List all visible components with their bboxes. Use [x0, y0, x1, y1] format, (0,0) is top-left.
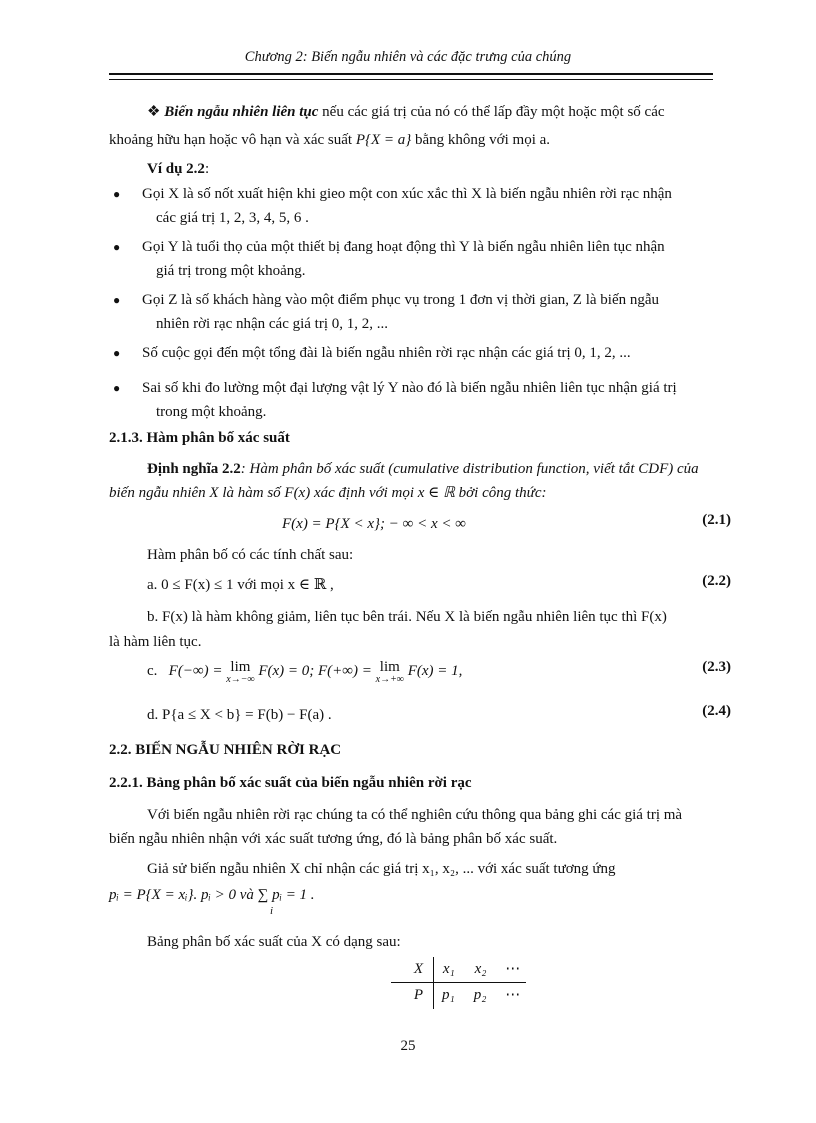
property-a: a. 0 ≤ F(x) ≤ 1 với mọi x ∈ ℝ , — [147, 577, 334, 593]
table-cell: ⋯ — [505, 987, 521, 1003]
definition-label: Định nghĩa 2.2 — [147, 461, 241, 477]
table-cell: p₂ — [473, 987, 487, 1003]
property-c-label: c. — [147, 663, 158, 679]
table-vertical-rule — [433, 957, 434, 1009]
limit-2 — [376, 659, 404, 685]
example-item-5 — [142, 376, 732, 424]
example-item-3-line1: Gọi Z là số khách hàng vào một điểm phục vụ trong 1 đơn vị thời gian, Z là biến ngẫu — [142, 292, 660, 308]
example-item-4-line1: Số cuộc gọi đến một tổng đài là biến ngẫu nhiên rời rạc nhận các giá trị 0, 1, 2, ... — [142, 345, 631, 361]
properties-intro: Hàm phân bố có các tính chất sau: — [147, 547, 354, 563]
bullet-icon: ● — [113, 293, 121, 307]
section-heading-2-2-1: 2.2.1. Bảng phân bố xác suất của biến ngẫu nhiên rời rạc — [109, 775, 472, 791]
equation-number-2-2: (2.2) — [702, 573, 731, 589]
table-row-p — [391, 985, 520, 1004]
header-rule-thick — [109, 73, 713, 75]
intro-text-2: khoảng hữu hạn hoặc vô hạn và xác suất — [109, 132, 356, 148]
example-item-5-line1: Sai số khi đo lường một đại lượng vật lý Y nào đó là biến ngẫu nhiên liên tục nhận giá trị — [142, 380, 677, 396]
para2-line2: pᵢ = P{X = xᵢ}. pᵢ > 0 và ∑ pᵢ = 1 . — [109, 887, 315, 903]
table-cell: p₁ — [442, 987, 455, 1003]
lim-text-1: lim — [230, 659, 251, 675]
page-number: 25 — [400, 1038, 416, 1054]
bullet-icon: ● — [113, 381, 121, 395]
property-b-line2: là hàm liên tục. — [109, 634, 202, 650]
intro-text-1: nếu các giá trị của nó có thể lấp đầy một hoặc một số các — [318, 104, 665, 120]
intro-math: P{X = a} — [355, 132, 412, 148]
example-item-2 — [142, 235, 732, 283]
definition-line1 — [109, 457, 731, 481]
property-c-end: F(x) = 1, — [407, 663, 463, 679]
equation-number-2-4: (2.4) — [702, 703, 731, 719]
table-cell: x₁ — [442, 961, 455, 977]
property-b-line1: b. F(x) là hàm không giảm, liên tục bên trái. Nếu X là biến ngẫu nhiên liên tục thì F(x) — [147, 609, 667, 625]
intro-text-3: bằng không với mọi a. — [411, 132, 551, 148]
example-title-text: Ví dụ 2.2 — [147, 161, 205, 177]
para2-line1: Giả sử biến ngẫu nhiên X chỉ nhận các giá trị x₁, x₂, ... với xác suất tương ứng — [147, 861, 616, 877]
table-cell: X — [413, 961, 423, 977]
example-item-5-line2: trong một khoảng. — [156, 404, 267, 420]
equation-number-2-1: (2.1) — [702, 512, 731, 528]
lim-sub-1: x→−∞ — [226, 674, 255, 685]
table-cell: x₂ — [474, 961, 487, 977]
para1-line2: biến ngẫu nhiên nhận với xác suất tương ứng, đó là bảng phân bố xác suất. — [109, 831, 558, 847]
example-title — [147, 157, 447, 181]
example-colon: : — [204, 161, 210, 177]
definition-line2: biến ngẫu nhiên X là hàm số F(x) xác định với mọi x ∈ ℝ bởi công thức: — [109, 485, 547, 501]
limit-1 — [226, 659, 254, 685]
equation-2-1: F(x) = P{X < x}; − ∞ < x < ∞ — [282, 516, 466, 532]
property-c — [147, 659, 647, 685]
lim-sub-2: x→+∞ — [375, 674, 404, 685]
example-item-2-line1: Gọi Y là tuổi thọ của một thiết bị đang hoạt động thì Y là biến ngẫu nhiên liên tục nhận — [142, 239, 665, 255]
running-header: Chương 2: Biến ngẫu nhiên và các đặc trưng của chúng — [244, 49, 572, 65]
example-item-2-line2: giá trị trong một khoảng. — [156, 263, 306, 279]
diamond-bullet-icon: ❖ — [147, 104, 161, 120]
example-item-1 — [142, 182, 732, 230]
section-heading-2-2: 2.2. BIẾN NGẪU NHIÊN RỜI RẠC — [109, 742, 342, 758]
property-d: d. P{a ≤ X < b} = F(b) − F(a) . — [147, 707, 332, 723]
para1-line1: Với biến ngẫu nhiên rời rạc chúng ta có thể nghiên cứu thông qua bảng ghi các giá trị mà — [147, 807, 683, 823]
sum-subscript: i — [270, 905, 274, 917]
property-c-left: F(−∞) = — [168, 663, 227, 679]
lim-text-2: lim — [379, 659, 400, 675]
bullet-icon: ● — [113, 240, 121, 254]
para3: Bảng phân bố xác suất của X có dạng sau: — [147, 934, 401, 950]
equation-number-2-3: (2.3) — [702, 659, 731, 675]
table-cell: ⋯ — [505, 961, 521, 977]
definition-text-1: : Hàm phân bố xác suất (cumulative distribution function, viết tắt CDF) của — [240, 461, 699, 477]
table-horizontal-rule — [391, 982, 526, 983]
property-c-mid: F(x) = 0; F(+∞) = — [258, 663, 376, 679]
example-item-4 — [142, 341, 732, 365]
bullet-icon: ● — [113, 346, 121, 360]
header-rule-thin — [109, 79, 713, 80]
intro-paragraph-line2 — [109, 128, 731, 152]
term-continuous: Biến ngẫu nhiên liên tục — [164, 104, 319, 120]
section-heading-2-1-3: 2.1.3. Hàm phân bố xác suất — [109, 430, 290, 446]
example-item-1-line2: các giá trị 1, 2, 3, 4, 5, 6 . — [156, 210, 309, 226]
bullet-icon: ● — [113, 187, 121, 201]
example-item-1-line1: Gọi X là số nốt xuất hiện khi gieo một con xúc xắc thì X là biến ngẫu nhiên rời rạc nhận — [142, 186, 672, 202]
example-item-3-line2: nhiên rời rạc nhận các giá trị 0, 1, 2, ... — [156, 316, 389, 332]
table-row-x — [391, 959, 520, 978]
example-item-3 — [142, 288, 732, 336]
table-cell: P — [413, 987, 423, 1003]
intro-paragraph — [109, 100, 731, 124]
